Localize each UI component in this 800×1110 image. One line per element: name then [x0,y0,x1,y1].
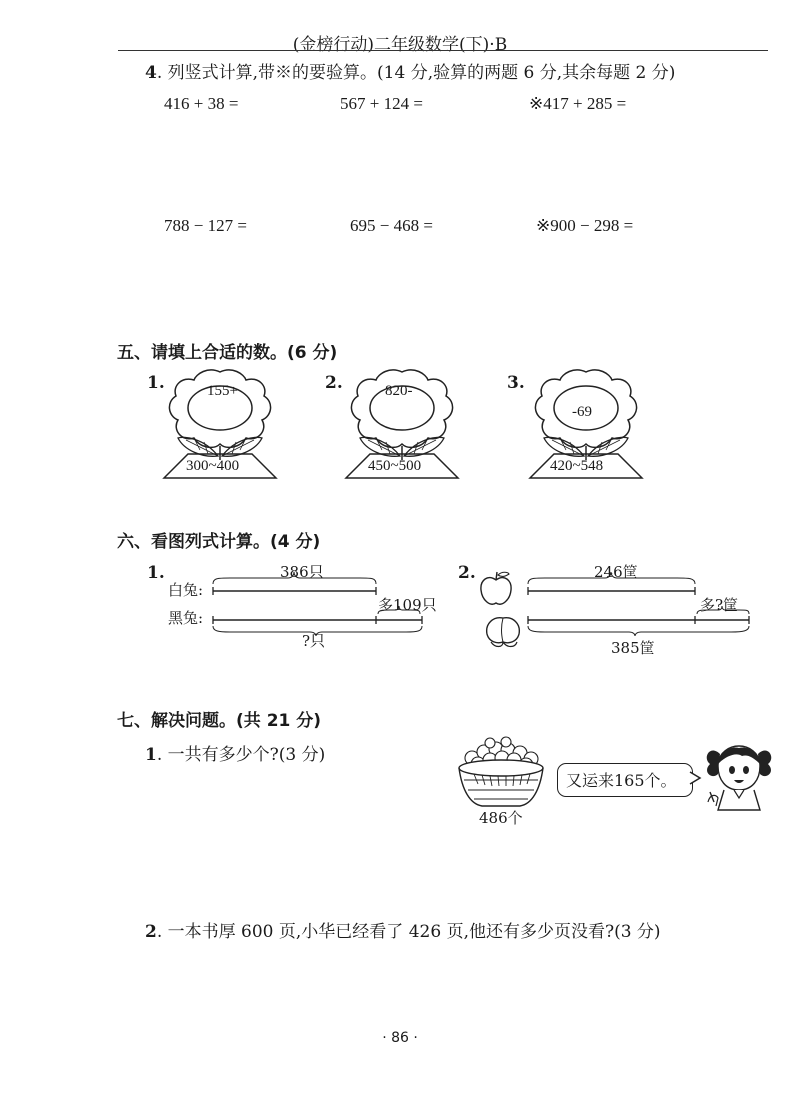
expr-1: 416 + 38 = [164,94,239,113]
flower-3-range: 420~548 [550,458,604,474]
flower-2-top-label: 820- [385,383,413,399]
page-header-title: (金榜行动)二年级数学(下)·B [292,35,508,55]
expr-4: 788 − 127 = [164,216,247,235]
problem-7-2 [145,917,661,942]
expr-2: 567 + 124 = [340,94,423,113]
row-white-rabbit-label: 白兔: [168,581,204,599]
flower-3-number: 3. [507,373,525,393]
peach-baskets-count: 385筐 [611,639,655,657]
flower-2-number: 2. [325,373,343,393]
problem-7-1-text: . 一共有多少个?(3 分) [156,745,326,765]
speech-bubble-tail [690,770,702,786]
expr-3: ※417 + 285 = [529,94,627,113]
white-rabbit-total: 386只 [280,563,324,581]
problem-7-1-number: 1 [145,745,157,765]
flower-3-top-label: -69 [572,404,592,420]
flower-1-range: 300~400 [186,458,240,474]
question-4-text: . 列竖式计算,带※的要验算。(14 分,验算的两题 6 分,其余每题 2 分) [156,63,676,83]
header-divider [118,50,768,51]
section-6-title: 六、看图列式计算。(4 分) [117,532,321,552]
row-black-rabbit-label: 黑兔: [168,609,204,627]
problem-7-2-number: 2 [145,922,157,942]
page-number: · 86 · [382,1030,418,1046]
basket-icon [456,738,546,810]
expr-5: 695 − 468 = [350,216,433,235]
apple-baskets-count: 246筐 [594,563,638,581]
flower-2-range: 450~500 [368,458,422,474]
speech-bubble-text: 又运来165个。 [566,771,677,790]
section-7-title: 七、解决问题。(共 21 分) [117,711,322,731]
problem-6-2-number: 2. [458,563,476,583]
problem-6-1-number: 1. [147,563,165,583]
difference-label-2: 多?筐 [700,596,739,614]
flower-1-top-label: 155+ [207,383,238,399]
section-5-title: 五、请填上合适的数。(6 分) [117,343,338,363]
problem-7-2-text: . 一本书厚 600 页,小华已经看了 426 页,他还有多少页没看?(3 分) [156,922,661,942]
peach-icon [483,614,523,648]
flower-1-number: 1. [147,373,165,393]
difference-label-1: 多109只 [378,596,437,614]
question-4-number: 4 [145,63,157,83]
basket-count: 486个 [479,809,523,827]
question-4 [145,58,675,83]
question-mark-total-1: ?只 [302,632,326,650]
expr-6: ※900 − 298 = [536,216,634,235]
girl-avatar [704,744,774,810]
apple-icon [478,570,514,608]
problem-7-1 [145,740,325,765]
